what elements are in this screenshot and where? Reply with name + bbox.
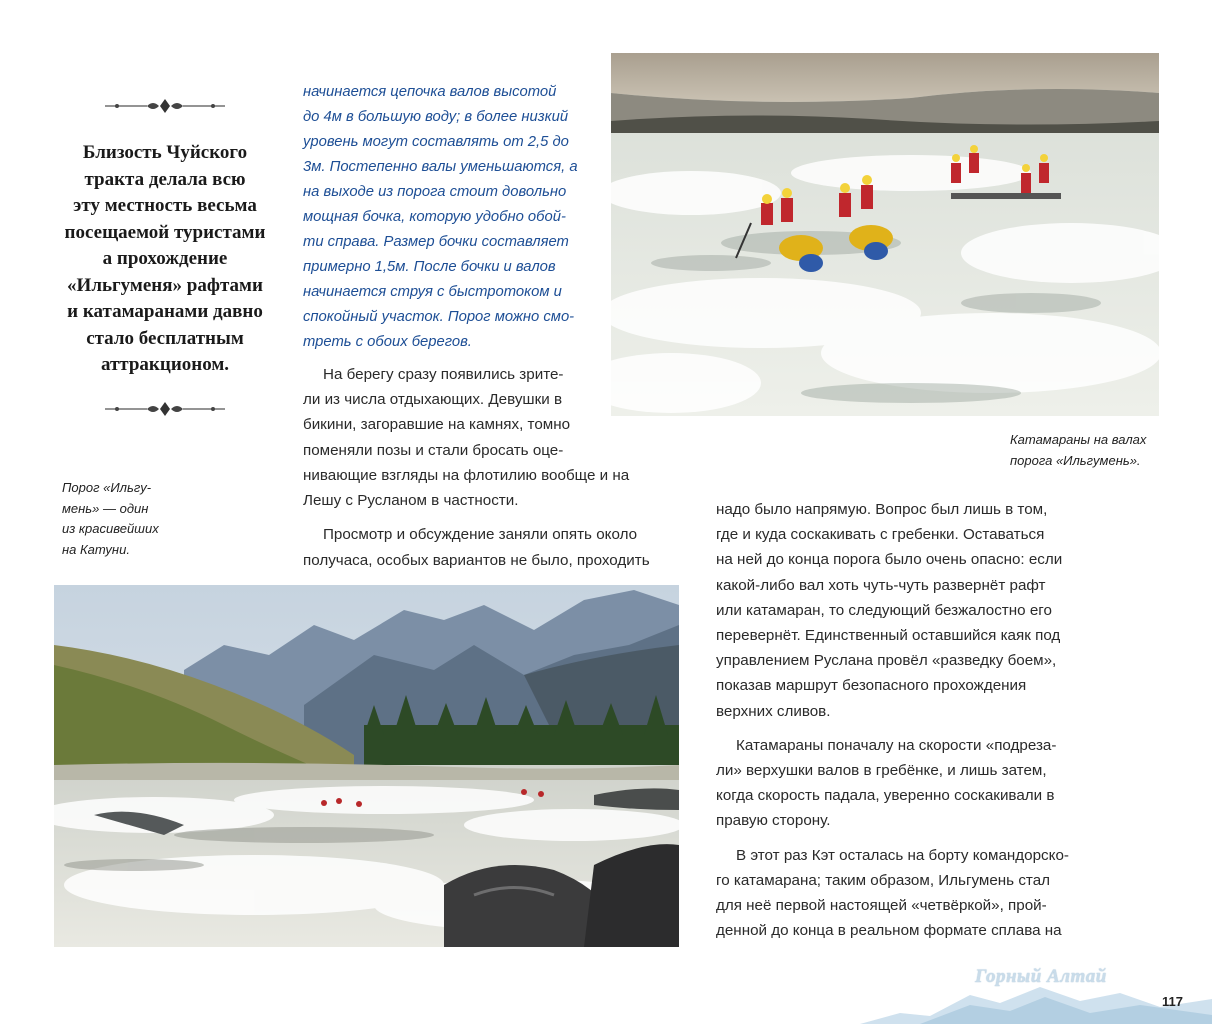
text-line: надо было напрямую. Вопрос был лишь в том, — [716, 501, 1048, 518]
pull-quote-line: стало бесплатным — [86, 327, 244, 349]
text-line: на ней до конца порога было очень опасно: если — [716, 551, 1063, 569]
text-line: поменяли позы и стали бросать оце- — [303, 441, 564, 459]
text-line: ли из числа отдыхающих. Девушки в — [303, 391, 563, 409]
text-line: начинается цепочка валов высотой — [303, 84, 557, 100]
text-line: ли» верхушки валов в гребёнке, и лишь затем, — [716, 762, 1047, 780]
rafting-photo-image — [611, 53, 1159, 416]
text-line: верхних сливов. — [716, 702, 831, 720]
pull-quote-line: посещаемой туристами — [64, 221, 266, 243]
text-line: какой-либо вал хоть чуть-чуть развернёт рафт — [716, 576, 1046, 594]
pull-quote-line: эту местность весьма — [73, 195, 257, 216]
pull-quote-line: аттракционом. — [100, 354, 230, 375]
text-line: треть с обоих берегов. — [303, 334, 472, 350]
text-line: на выходе из порога стоит довольно — [303, 184, 567, 200]
page-number: 117 — [1162, 994, 1183, 1009]
body-text-right — [716, 497, 1093, 943]
text-line: для неё первой настоящей «четвёркой», прой- — [716, 897, 1047, 915]
pull-quote-line: а прохождение — [102, 248, 228, 269]
text-line: В этот раз Кэт осталась на борту командорско- — [736, 846, 1069, 864]
body-text-middle — [303, 362, 595, 463]
text-line: Катамараны поначалу на скорости «подреза- — [736, 736, 1057, 754]
text-line: денной до конца в реальном формате сплава на — [716, 922, 1062, 940]
text-line: Лешу с Русланом в частности. — [303, 492, 519, 510]
brand-logo: Горный Алтай — [975, 966, 1107, 987]
caption-line: порога «Ильгумень». — [1010, 452, 1141, 468]
text-line: управлением Руслана провёл «разведку боем», — [716, 652, 1057, 670]
photo-caption-left — [62, 478, 172, 560]
caption-line: мень» — один — [62, 500, 149, 516]
text-line: или катамаран, то следующий безжалостно его — [716, 601, 1052, 619]
intro-italic-text — [303, 80, 595, 355]
pull-quote — [52, 140, 278, 379]
text-line: уровень могут составлять от 2,5 до — [303, 134, 569, 150]
text-line: 3м. Постепенно валы уменьшаются, а — [303, 159, 578, 175]
body-text-middle-wide — [303, 463, 679, 573]
text-line: го катамарана; таким образом, Ильгумень стал — [716, 871, 1051, 889]
text-line: правую сторону. — [716, 812, 831, 830]
river-landscape-photo-image — [54, 585, 679, 947]
caption-line: из красивейших — [62, 521, 159, 536]
ornament-divider-icon — [103, 97, 227, 113]
pull-quote-line: Близость Чуйского — [82, 142, 248, 163]
text-line: до 4м в большую воду; в более низкий — [303, 109, 569, 125]
text-line: начинается струя с быстротоком и — [303, 284, 562, 300]
text-line: мощная бочка, которую удобно обой- — [303, 209, 566, 225]
text-line: Просмотр и обсуждение заняли опять около — [323, 526, 638, 544]
pull-quote-line: и катамаранами давно — [67, 301, 263, 322]
photo-caption-right — [1010, 430, 1200, 471]
caption-line: Катамараны на валах — [1010, 432, 1147, 447]
pull-quote-line: тракта делала всю — [84, 168, 246, 190]
river-landscape-photo — [54, 585, 679, 947]
text-line: перевернёт. Единственный оставшийся каяк под — [716, 627, 1061, 645]
caption-line: на Катуни. — [62, 541, 130, 557]
text-line: спокойный участок. Порог можно смо- — [303, 309, 575, 325]
text-line: получаса, особых вариантов не было, проходить — [303, 551, 650, 569]
caption-line: Порог «Ильгу- — [62, 480, 152, 495]
text-line: На берегу сразу появились зрите- — [323, 366, 564, 383]
text-line: примерно 1,5м. После бочки и валов — [303, 259, 556, 275]
mountain-footer-graphic — [860, 985, 1212, 1024]
ornament-divider-icon — [103, 400, 227, 416]
text-line: когда скорость падала, уверенно соскакивали в — [716, 787, 1055, 805]
text-line: нивающие взгляды на флотилию вообще и на — [303, 467, 630, 484]
text-line: ти справа. Размер бочки составляет — [303, 234, 569, 250]
rafting-photo — [611, 53, 1159, 416]
text-line: бикини, загоравшие на камнях, томно — [303, 416, 571, 434]
pull-quote-line: «Ильгуменя» рафтами — [67, 274, 263, 296]
text-line: показав маршрут безопасного прохождения — [716, 677, 1027, 695]
text-line: где и куда соскакивать с гребенки. Оставаться — [716, 526, 1045, 544]
